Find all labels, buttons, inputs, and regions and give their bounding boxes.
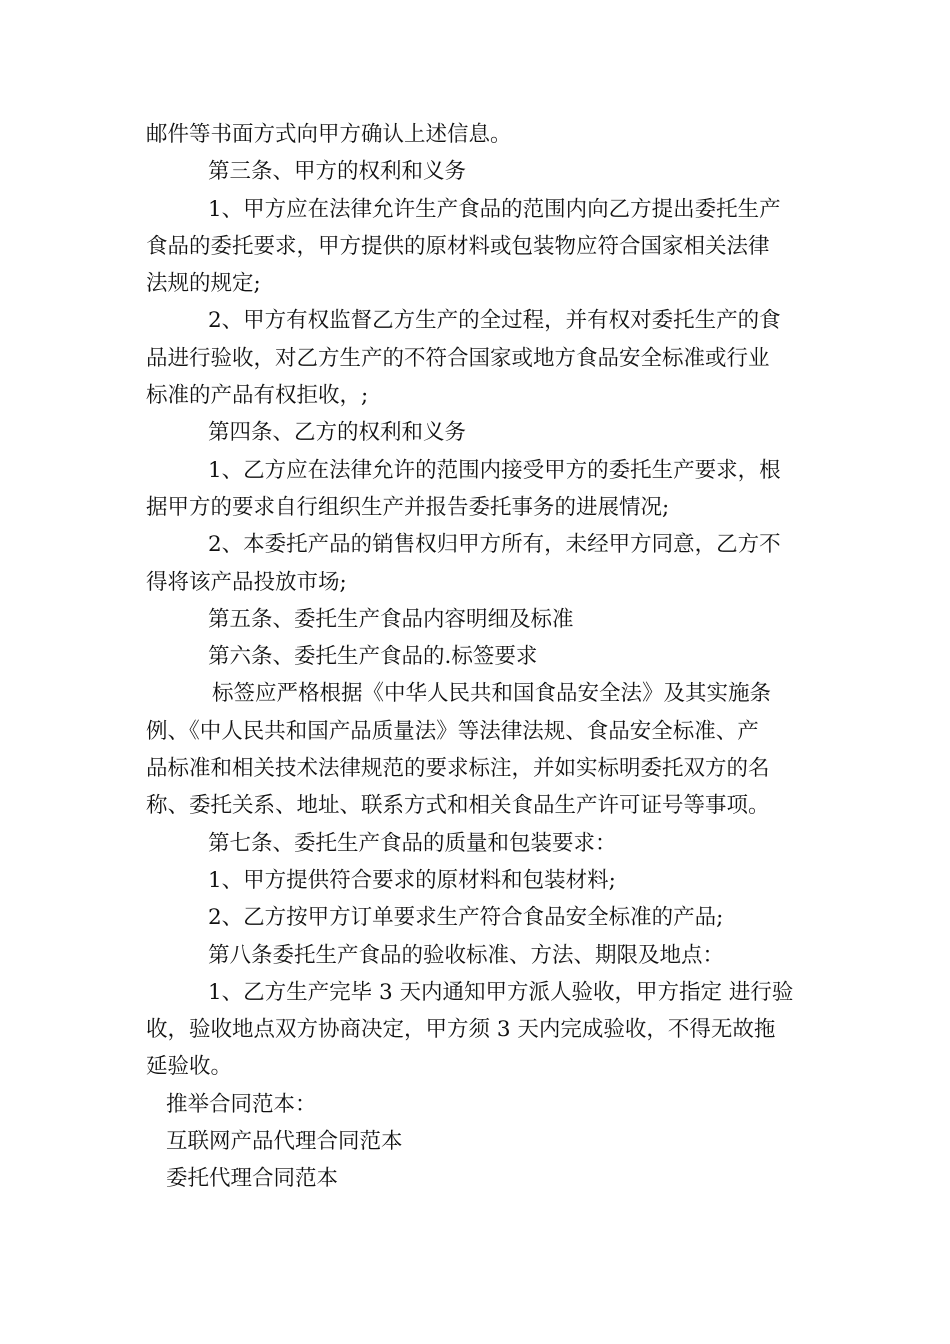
text-line: 标签应严格根据《中华人民共和国食品安全法》及其实施条 [212, 681, 772, 707]
text-line: 品进行验收，对乙方生产的不符合国家或地方食品安全标准或行业 [146, 345, 770, 371]
recommend-link-internet-agency[interactable] [146, 1123, 816, 1160]
text-line: 1、甲方应在法律允许生产食品的范围内向乙方提出委托生产 [208, 196, 781, 222]
text-line: 得将该产品投放市场; [146, 569, 347, 595]
text-line: 例、《中人民共和国产品质量法》等法律法规、食品安全标准、产 [146, 718, 759, 744]
text-line: 法规的规定; [146, 271, 261, 297]
text-line: 第四条、乙方的权利和义务 [208, 420, 467, 446]
text-line: 延验收。 [146, 1054, 233, 1080]
text-line: 第六条、委托生产食品的.标签要求 [208, 644, 538, 670]
text-line: 据甲方的要求自行组织生产并报告委托事务的进展情况; [146, 494, 670, 520]
recommend-link-entrust-agency[interactable] [146, 1160, 816, 1197]
text-line: 第五条、委托生产食品内容明细及标准 [208, 606, 574, 632]
text-line: 称、委托关系、地址、联系方式和相关食品生产许可证号等事项。 [146, 793, 770, 819]
text-line: 2、乙方按甲方订单要求生产符合食品安全标准的产品; [208, 905, 724, 931]
text-line: 收，验收地点双方协商决定，甲方须 3 天内完成验收，不得无故拖 [146, 1017, 776, 1043]
text-line: 品标准和相关技术法律规范的要求标注，并如实标明委托双方的名 [146, 756, 770, 782]
text-line: 标准的产品有权拒收，; [146, 383, 369, 409]
text-line: 第七条、委托生产食品的质量和包装要求： [208, 830, 617, 856]
contract-text [146, 116, 816, 1086]
text-line: 第三条、甲方的权利和义务 [208, 159, 467, 185]
text-line: 2、本委托产品的销售权归甲方所有，未经甲方同意，乙方不 [208, 532, 781, 558]
text-line: 1、乙方生产完毕 3 天内通知甲方派人验收，甲方指定 进行验 [208, 979, 794, 1005]
text-line: 2、甲方有权监督乙方生产的全过程，并有权对委托生产的食 [208, 308, 781, 334]
recommend-heading: 推举合同范本： [166, 1091, 317, 1117]
recommend-link-text[interactable]: 委托代理合同范本 [166, 1166, 339, 1192]
text-line: 第八条委托生产食品的验收标准、方法、期限及地点： [208, 942, 725, 968]
text-line: 邮件等书面方式向甲方确认上述信息。 [146, 122, 512, 147]
recommend-link-text[interactable]: 互联网产品代理合同范本 [166, 1129, 403, 1155]
text-line: 食品的委托要求，甲方提供的原材料或包装物应符合国家相关法律 [146, 233, 770, 259]
text-line: 1、甲方提供符合要求的原材料和包装材料; [208, 867, 616, 893]
document-body [146, 116, 816, 1198]
text-line: 1、乙方应在法律允许的范围内接受甲方的委托生产要求，根 [208, 457, 781, 483]
